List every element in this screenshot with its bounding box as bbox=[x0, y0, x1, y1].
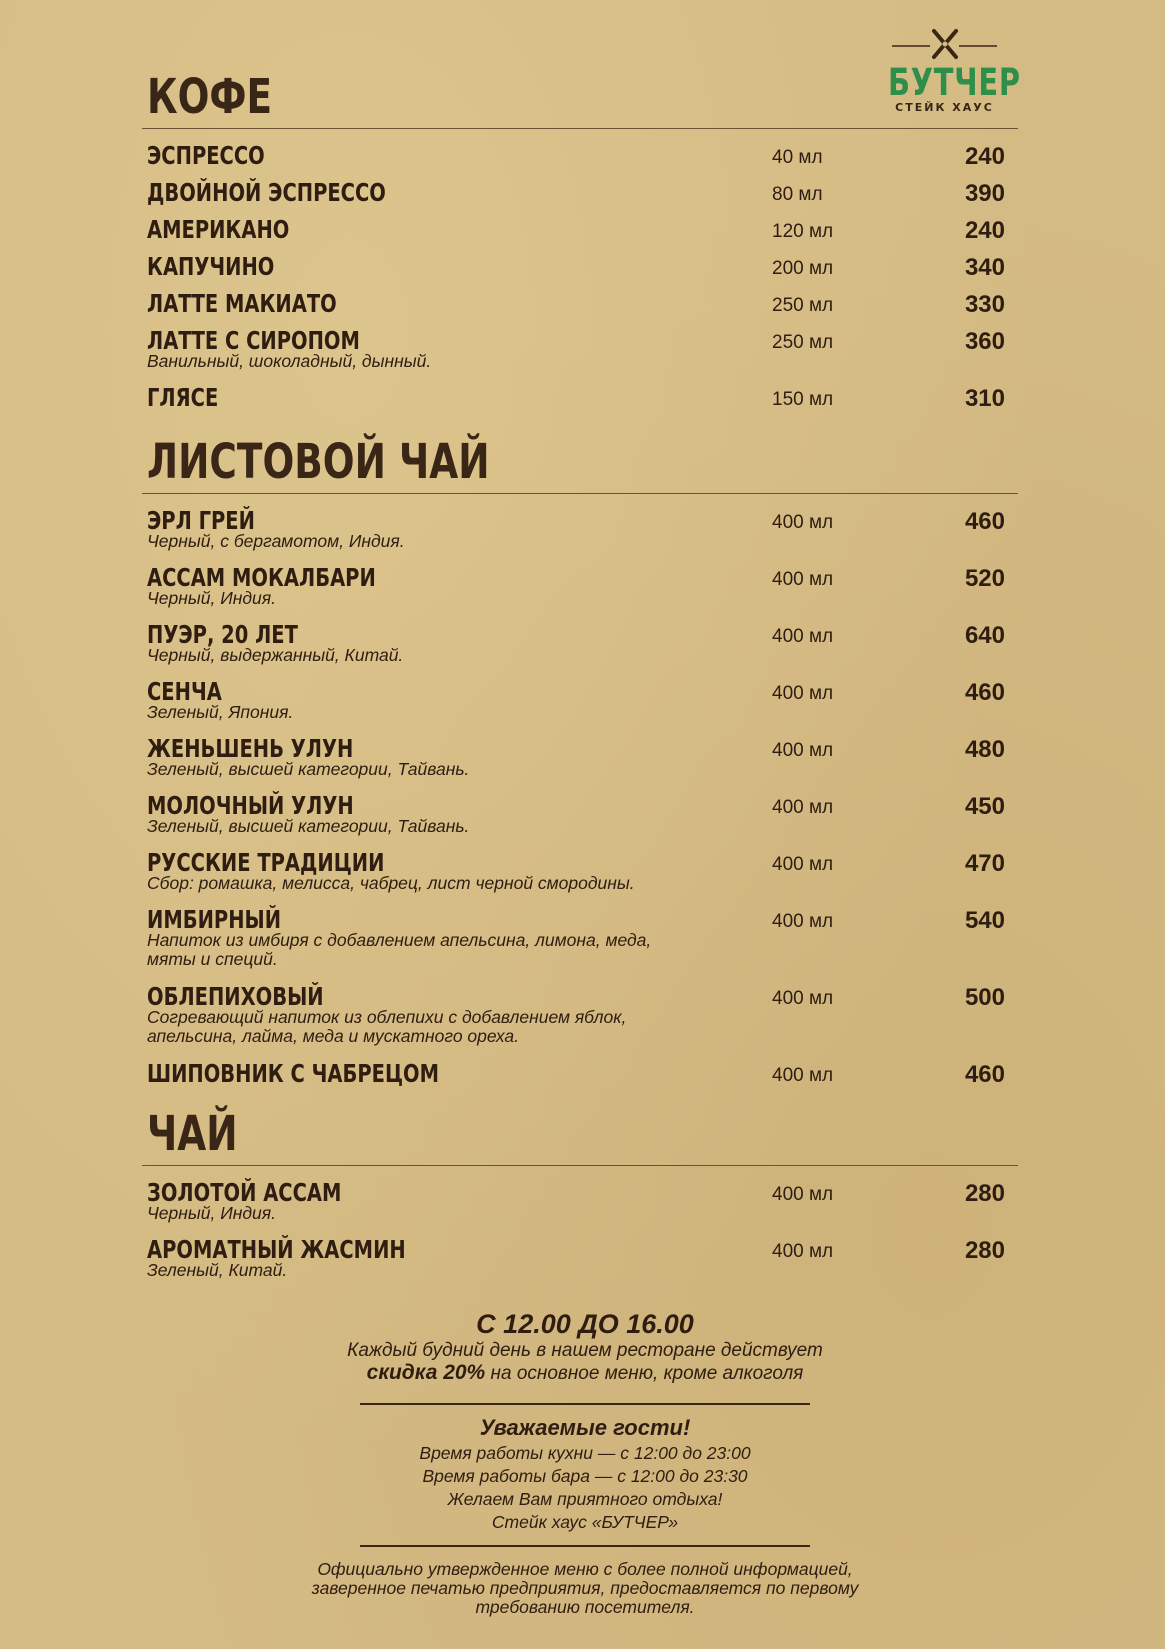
item-price: 240 bbox=[964, 217, 1005, 244]
item-volume: 400 мл bbox=[772, 797, 834, 818]
item-price: 240 bbox=[964, 143, 1005, 170]
item-name: ИМБИРНЫЙ bbox=[147, 905, 282, 934]
item-price: 330 bbox=[964, 291, 1005, 318]
item-description: Напиток из имбиря с добавлением апельсина, лимона, меда, мяты и специй. bbox=[147, 930, 652, 969]
bar-hours: Время работы бара — с 12:00 до 23:30 bbox=[422, 1466, 748, 1486]
item-volume: 250 мл bbox=[772, 332, 834, 353]
item-volume: 400 мл bbox=[772, 1184, 834, 1205]
promo-line: Каждый будний день в нашем ресторане действует bbox=[347, 1340, 823, 1361]
item-name: МОЛОЧНЫЙ УЛУН bbox=[147, 791, 354, 820]
item-name: ДВОЙНОЙ ЭСПРЕССО bbox=[147, 178, 386, 207]
item-price: 310 bbox=[964, 385, 1005, 412]
item-price: 340 bbox=[964, 254, 1005, 281]
item-description: Черный, с бергамотом, Индия. bbox=[147, 531, 405, 551]
item-name: ЛАТТЕ С СИРОПОМ bbox=[147, 326, 360, 355]
promo-discount: скидка 20% bbox=[366, 1361, 486, 1384]
item-price: 280 bbox=[964, 1180, 1005, 1207]
promo-title: С 12.00 ДО 16.00 bbox=[476, 1309, 694, 1339]
item-price: 360 bbox=[964, 328, 1005, 355]
item-description: Черный, выдержанный, Китай. bbox=[147, 645, 404, 665]
section-divider bbox=[142, 493, 1018, 494]
brand-subtitle: СТЕЙК ХАУС bbox=[895, 101, 994, 114]
item-volume: 400 мл bbox=[772, 1241, 834, 1262]
guests-signature: Стейк хаус «БУТЧЕР» bbox=[491, 1512, 679, 1532]
item-name: ШИПОВНИК С ЧАБРЕЦОМ bbox=[147, 1059, 440, 1088]
item-volume: 400 мл bbox=[772, 683, 834, 704]
item-price: 450 bbox=[964, 793, 1005, 820]
section-divider bbox=[142, 128, 1018, 129]
item-description: Зеленый, Япония. bbox=[147, 702, 294, 722]
item-price: 500 bbox=[964, 984, 1005, 1011]
item-name: ЛАТТЕ МАКИАТО bbox=[147, 289, 337, 318]
item-volume: 400 мл bbox=[772, 626, 834, 647]
item-name: ЭРЛ ГРЕЙ bbox=[147, 506, 255, 535]
section-title-tea: ЧАЙ bbox=[147, 1106, 238, 1162]
item-name: ОБЛЕПИХОВЫЙ bbox=[147, 982, 324, 1011]
item-volume: 400 мл bbox=[772, 854, 834, 875]
guests-wish: Желаем Вам приятного отдыха! bbox=[447, 1489, 723, 1509]
item-price: 520 bbox=[964, 565, 1005, 592]
item-volume: 400 мл bbox=[772, 512, 834, 533]
item-volume: 250 мл bbox=[772, 295, 834, 316]
item-volume: 150 мл bbox=[772, 389, 834, 410]
item-description: Согревающий напиток из облепихи с добавлением яблок, апельсина, лайма, меда и мускатного ореха. bbox=[147, 1007, 627, 1046]
item-name: ЭСПРЕССО bbox=[147, 141, 265, 170]
legal-line: требованию посетителя. bbox=[475, 1597, 695, 1617]
item-price: 540 bbox=[964, 907, 1005, 934]
footer-divider bbox=[360, 1545, 810, 1547]
item-volume: 120 мл bbox=[772, 221, 834, 242]
guests-block bbox=[260, 1414, 910, 1534]
section-divider bbox=[142, 1165, 1018, 1166]
section-title-coffee: КОФЕ bbox=[147, 69, 273, 125]
guests-title: Уважаемые гости! bbox=[479, 1415, 691, 1440]
item-volume: 80 мл bbox=[772, 184, 823, 205]
legal-line: заверенное печатью предприятия, предоставляется по первому bbox=[311, 1578, 859, 1598]
item-price: 460 bbox=[964, 679, 1005, 706]
item-volume: 400 мл bbox=[772, 1065, 834, 1086]
item-name: ГЛЯСЕ bbox=[147, 383, 219, 412]
item-name: ПУЭР, 20 ЛЕТ bbox=[147, 620, 298, 649]
brand-logo bbox=[872, 28, 1021, 120]
promo-discount-line bbox=[260, 1362, 910, 1385]
section-title-leaf-tea: ЛИСТОВОЙ ЧАЙ bbox=[147, 434, 490, 490]
item-price: 280 bbox=[964, 1237, 1005, 1264]
item-description: Черный, Индия. bbox=[147, 1203, 276, 1223]
brand-name: БУТЧЕР bbox=[887, 61, 1021, 104]
item-price: 460 bbox=[964, 508, 1005, 535]
item-description: Зеленый, высшей категории, Тайвань. bbox=[147, 816, 470, 836]
footer-divider bbox=[360, 1403, 810, 1405]
item-price: 390 bbox=[964, 180, 1005, 207]
item-price: 470 bbox=[964, 850, 1005, 877]
item-volume: 400 мл bbox=[772, 988, 834, 1009]
item-description: Черный, Индия. bbox=[147, 588, 276, 608]
item-name: ЗОЛОТОЙ АССАМ bbox=[147, 1178, 342, 1207]
kitchen-hours: Время работы кухни — с 12:00 до 23:00 bbox=[419, 1443, 751, 1463]
item-description: Зеленый, Китай. bbox=[147, 1260, 288, 1280]
legal-line: Официально утвержденное меню с более полной информацией, bbox=[317, 1559, 853, 1579]
item-volume: 400 мл bbox=[772, 569, 834, 590]
item-volume: 200 мл bbox=[772, 258, 834, 279]
item-name: РУССКИЕ ТРАДИЦИИ bbox=[147, 848, 385, 877]
item-price: 480 bbox=[964, 736, 1005, 763]
item-price: 640 bbox=[964, 622, 1005, 649]
item-description: Сбор: ромашка, мелисса, чабрец, лист черной смородины. bbox=[147, 873, 635, 893]
legal-block bbox=[260, 1560, 910, 1617]
item-name: СЕНЧА bbox=[147, 677, 222, 706]
promo-discount-rest: на основное меню, кроме алкоголя bbox=[485, 1363, 804, 1384]
item-name: АССАМ МОКАЛБАРИ bbox=[147, 563, 376, 592]
item-price: 460 bbox=[964, 1061, 1005, 1088]
item-volume: 400 мл bbox=[772, 740, 834, 761]
item-name: КАПУЧИНО bbox=[147, 252, 275, 281]
item-description: Зеленый, высшей категории, Тайвань. bbox=[147, 759, 470, 779]
item-name: ЖЕНЬШЕНЬ УЛУН bbox=[147, 734, 354, 763]
item-volume: 40 мл bbox=[772, 147, 823, 168]
item-volume: 400 мл bbox=[772, 911, 834, 932]
item-name: АРОМАТНЫЙ ЖАСМИН bbox=[147, 1235, 406, 1264]
item-name: АМЕРИКАНО bbox=[147, 215, 290, 244]
item-description: Ванильный, шоколадный, дынный. bbox=[147, 351, 432, 371]
promo-block bbox=[260, 1308, 910, 1385]
